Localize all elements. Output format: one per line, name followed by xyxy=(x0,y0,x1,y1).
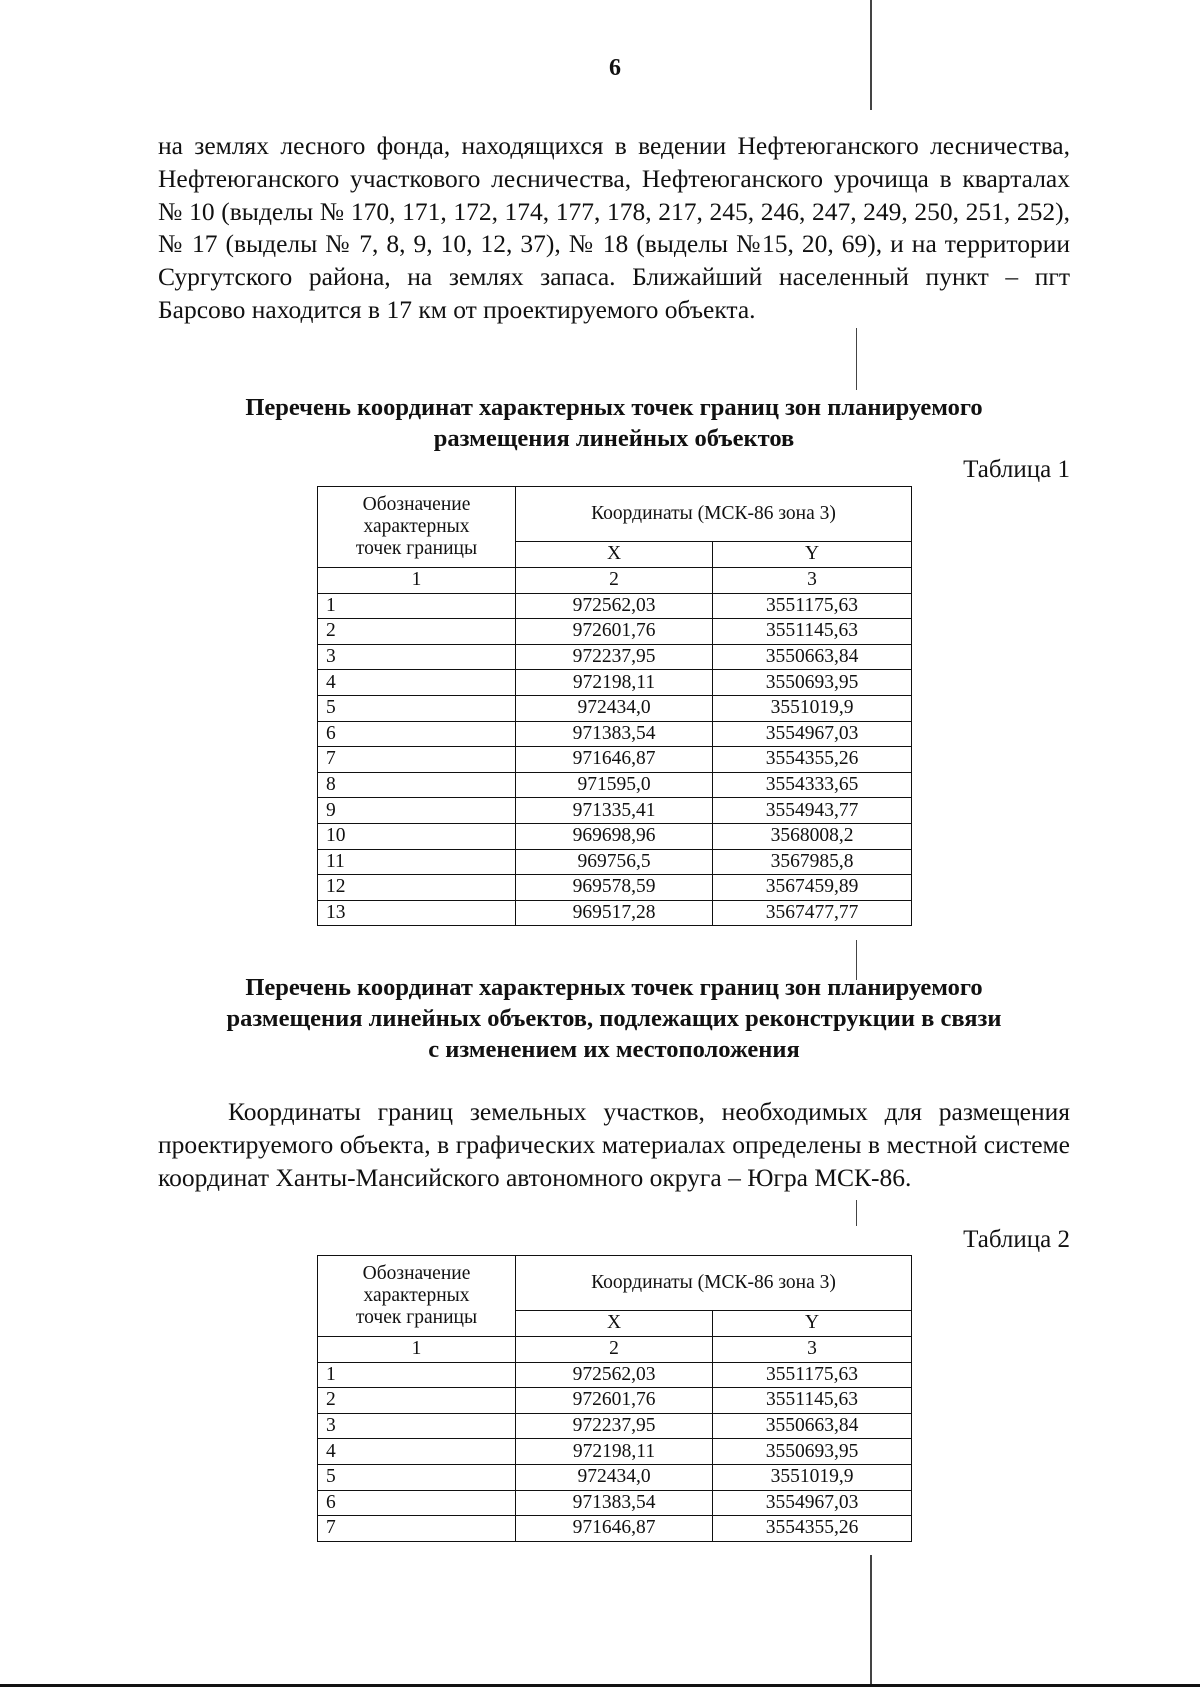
x-coordinate-cell: 969756,5 xyxy=(516,849,713,875)
x-coordinate-cell: 972434,0 xyxy=(516,1464,713,1490)
x-coordinate-cell: 972237,95 xyxy=(516,644,713,670)
point-number-cell: 4 xyxy=(318,670,516,696)
table-row xyxy=(318,644,912,670)
x-coordinate-cell: 971335,41 xyxy=(516,798,713,824)
section2-heading-line1: Перечень координат характерных точек границ зон планируемого xyxy=(245,974,983,1001)
x-coordinate-cell: 969578,59 xyxy=(516,875,713,901)
table-row xyxy=(318,1388,912,1414)
table1-body xyxy=(318,593,912,926)
x-coordinate-cell: 971383,54 xyxy=(516,1490,713,1516)
y-coordinate-cell: 3551019,9 xyxy=(713,695,912,721)
y-coordinate-cell: 3568008,2 xyxy=(713,823,912,849)
table-row xyxy=(318,619,912,645)
table-row xyxy=(318,1490,912,1516)
y-coordinate-cell: 3567477,77 xyxy=(713,900,912,926)
table-row xyxy=(318,747,912,773)
margin-line-bottom xyxy=(870,1555,872,1685)
header-designation: Обозначение характерных точек границы xyxy=(318,487,516,568)
section2-paragraph: Координаты границ земельных участков, необходимых для размещения проектируемого объекта, в графических материалах определены в местной системе координат Ханты-Мансийского автономного округа – Югра МСК-86. xyxy=(158,1097,1070,1192)
table-row xyxy=(318,1413,912,1439)
table-row xyxy=(318,1516,912,1542)
x-coordinate-cell: 972198,11 xyxy=(516,670,713,696)
page-bottom-border xyxy=(0,1684,1200,1687)
table-row xyxy=(318,1439,912,1465)
x-coordinate-cell: 972434,0 xyxy=(516,695,713,721)
point-number-cell: 6 xyxy=(318,1490,516,1516)
header-col-num-2: 2 xyxy=(516,568,713,594)
point-number-cell: 7 xyxy=(318,1516,516,1542)
table-row xyxy=(318,849,912,875)
point-number-cell: 1 xyxy=(318,593,516,619)
y-coordinate-cell: 3554943,77 xyxy=(713,798,912,824)
table-row xyxy=(318,670,912,696)
header-x: X xyxy=(516,541,713,567)
point-number-cell: 1 xyxy=(318,1362,516,1388)
y-coordinate-cell: 3554967,03 xyxy=(713,721,912,747)
point-number-cell: 8 xyxy=(318,772,516,798)
point-number-cell: 5 xyxy=(318,695,516,721)
table-row xyxy=(318,798,912,824)
margin-line-mid-3 xyxy=(856,1200,857,1226)
y-coordinate-cell: 3551175,63 xyxy=(713,593,912,619)
point-number-cell: 3 xyxy=(318,644,516,670)
header-designation: Обозначение характерных точек границы xyxy=(318,1256,516,1337)
header-y: Y xyxy=(713,1310,912,1336)
y-coordinate-cell: 3550663,84 xyxy=(713,644,912,670)
x-coordinate-cell: 972198,11 xyxy=(516,1439,713,1465)
table-row xyxy=(318,900,912,926)
point-number-cell: 2 xyxy=(318,1388,516,1414)
point-number-cell: 11 xyxy=(318,849,516,875)
point-number-cell: 6 xyxy=(318,721,516,747)
header-x: X xyxy=(516,1310,713,1336)
point-number-cell: 7 xyxy=(318,747,516,773)
page-number: 6 xyxy=(609,55,621,81)
x-coordinate-cell: 971646,87 xyxy=(516,1516,713,1542)
section2-heading-line3: с изменением их местоположения xyxy=(428,1036,800,1063)
section2-heading xyxy=(150,972,1078,1065)
y-coordinate-cell: 3567985,8 xyxy=(713,849,912,875)
point-number-cell: 13 xyxy=(318,900,516,926)
table2-label: Таблица 2 xyxy=(963,1226,1070,1253)
y-coordinate-cell: 3551145,63 xyxy=(713,1388,912,1414)
x-coordinate-cell: 972237,95 xyxy=(516,1413,713,1439)
x-coordinate-cell: 971383,54 xyxy=(516,721,713,747)
y-coordinate-cell: 3551019,9 xyxy=(713,1464,912,1490)
x-coordinate-cell: 972562,03 xyxy=(516,1362,713,1388)
table-row xyxy=(318,823,912,849)
header-col-num-1: 1 xyxy=(318,1337,516,1363)
x-coordinate-cell: 969517,28 xyxy=(516,900,713,926)
coordinates-table-1 xyxy=(317,486,912,926)
x-coordinate-cell: 971646,87 xyxy=(516,747,713,773)
y-coordinate-cell: 3567459,89 xyxy=(713,875,912,901)
table2-body xyxy=(318,1362,912,1541)
y-coordinate-cell: 3554333,65 xyxy=(713,772,912,798)
header-y: Y xyxy=(713,541,912,567)
point-number-cell: 10 xyxy=(318,823,516,849)
section1-heading-line2: размещения линейных объектов xyxy=(433,425,795,452)
header-coordinates: Координаты (МСК-86 зона 3) xyxy=(516,1256,912,1311)
x-coordinate-cell: 972562,03 xyxy=(516,593,713,619)
point-number-cell: 2 xyxy=(318,619,516,645)
x-coordinate-cell: 972601,76 xyxy=(516,1388,713,1414)
table-row xyxy=(318,772,912,798)
table-row xyxy=(318,1362,912,1388)
header-col-num-1: 1 xyxy=(318,568,516,594)
coordinates-table-2 xyxy=(317,1255,912,1542)
section2-heading-line2: размещения линейных объектов, подлежащих реконструкции в связи xyxy=(226,1005,1002,1032)
table1-label: Таблица 1 xyxy=(963,456,1070,483)
section1-heading xyxy=(150,392,1078,454)
x-coordinate-cell: 972601,76 xyxy=(516,619,713,645)
y-coordinate-cell: 3550693,95 xyxy=(713,1439,912,1465)
section1-heading-line1: Перечень координат характерных точек границ зон планируемого xyxy=(245,394,983,421)
table-row xyxy=(318,875,912,901)
margin-line-mid-1 xyxy=(856,328,857,390)
header-col-num-2: 2 xyxy=(516,1337,713,1363)
y-coordinate-cell: 3554355,26 xyxy=(713,1516,912,1542)
x-coordinate-cell: 969698,96 xyxy=(516,823,713,849)
table-row xyxy=(318,695,912,721)
table-row xyxy=(318,721,912,747)
intro-paragraph: на землях лесного фонда, находящихся в ведении Нефтеюганского лесничества, Нефтеюганского участкового лесничества, Нефтеюганского урочища в кварталах № 10 (выделы № 170, 171, 172, 174, 177, 178, 217, 245, 246, 247, 249, 250, 251, 252), № 17 (выделы № 7, 8, 9, 10, 12, 37), № 18 (выделы №15, 20, 69), и на территории Сургутского района, на землях запаса. Ближайший населенный пункт – пгт Барсово находится в 17 км от проектируемого объекта. xyxy=(158,131,1070,324)
point-number-cell: 9 xyxy=(318,798,516,824)
point-number-cell: 4 xyxy=(318,1439,516,1465)
y-coordinate-cell: 3550663,84 xyxy=(713,1413,912,1439)
header-col-num-3: 3 xyxy=(713,568,912,594)
point-number-cell: 5 xyxy=(318,1464,516,1490)
y-coordinate-cell: 3551145,63 xyxy=(713,619,912,645)
y-coordinate-cell: 3550693,95 xyxy=(713,670,912,696)
point-number-cell: 3 xyxy=(318,1413,516,1439)
y-coordinate-cell: 3551175,63 xyxy=(713,1362,912,1388)
header-coordinates: Координаты (МСК-86 зона 3) xyxy=(516,487,912,542)
y-coordinate-cell: 3554967,03 xyxy=(713,1490,912,1516)
y-coordinate-cell: 3554355,26 xyxy=(713,747,912,773)
table-row xyxy=(318,593,912,619)
header-col-num-3: 3 xyxy=(713,1337,912,1363)
x-coordinate-cell: 971595,0 xyxy=(516,772,713,798)
point-number-cell: 12 xyxy=(318,875,516,901)
table-row xyxy=(318,1464,912,1490)
